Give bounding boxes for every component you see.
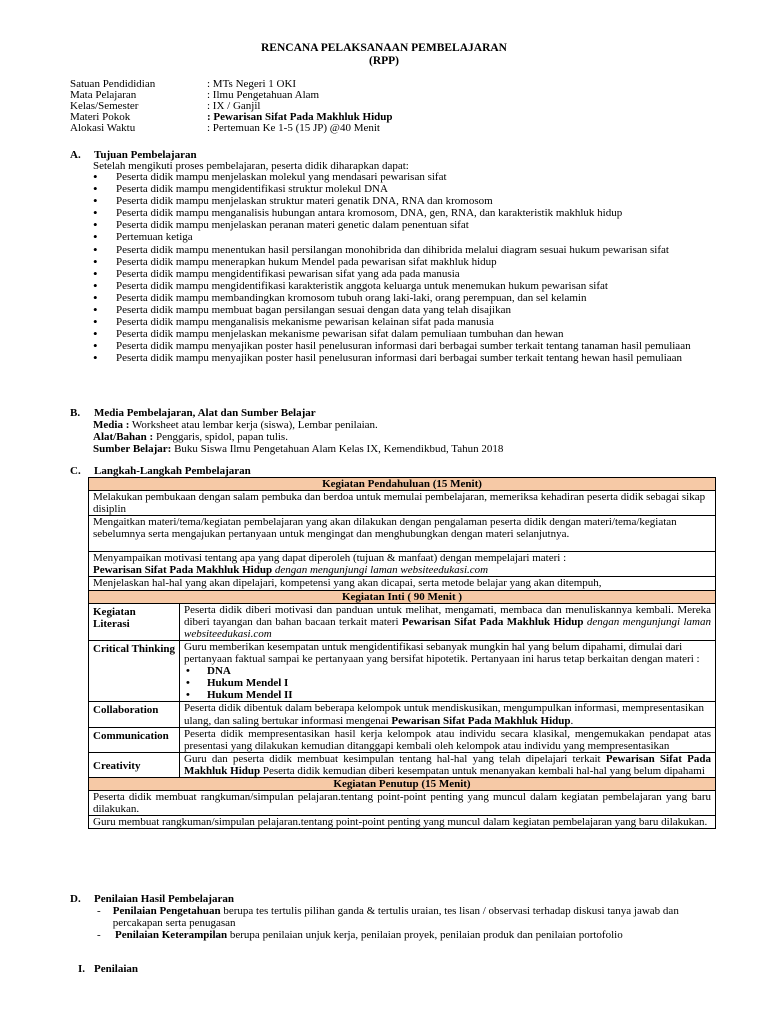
critical-text: Guru memberikan kesempatan untuk mengidentifikasi sebanyak mungkin hal yang belum dipahami, dimulai dari pertanyaan faktual sampai ke pertanyaan yang bersifat hipotetik. Pertanyaan ini harus tetap berkaitan dengan materi : <box>184 640 700 666</box>
list-item: • Peserta didik mampu menjelaskan peranan materi genetic dalam penentuan sifat <box>93 219 713 231</box>
identity-row <box>70 100 393 111</box>
communication-content: Peserta didik mempresentasikan hasil kerja kelompok atau individu secara klasikal, mengemukakan pendapat atas presentasi yang dilakukan kemudian ditanggapi kembali oleh kelompok atau individu yang mempresentasikan <box>180 727 716 752</box>
pendahuluan-header: Kegiatan Pendahuluan (15 Menit) <box>89 478 716 491</box>
list-item: • Hukum Mendel I <box>184 677 711 689</box>
collaboration-label: Collaboration <box>89 702 180 727</box>
tools-value: Penggaris, spidol, papan tulis. <box>153 431 288 443</box>
media-row <box>93 419 713 431</box>
assessment-desc: berupa tes tertulis pilihan ganda & tertulis uraian, tes lisan / observasi terhadap diskusi tanya jawab dan percakapan serta penugasan <box>112 905 679 930</box>
literasi-label: Kegiatan Literasi <box>89 603 180 640</box>
section-number: B. <box>70 407 81 419</box>
assessment-title: Penilaian Pengetahuan <box>112 905 221 917</box>
list-item: • Peserta didik mampu menerapkan hukum Mendel pada pewarisan sifat makhluk hidup <box>93 256 713 268</box>
pendahuluan-row: Mengaitkan materi/tema/kegiatan pembelajaran yang akan dilakukan dengan pengalaman peserta didik dengan materi/tema/kegiatan sebelumnya serta mengajukan pertanyaan untuk mengingat dan menghubungkan dengan materi selanjutnya. <box>89 516 716 552</box>
dash-marker: - <box>97 929 101 942</box>
list-item: • DNA <box>184 665 711 677</box>
section-title: Penilaian <box>94 963 139 975</box>
pendahuluan-row: Menjelaskan hal-hal yang akan dipelajari, kompetensi yang akan dicapai, serta metode belajar yang akan ditempuh, <box>89 577 716 590</box>
media-label: Media : <box>93 419 130 431</box>
critical-label: Critical Thinking <box>89 640 180 701</box>
creativity-topic: Pewarisan Sifat Pada Makhluk Hidup <box>184 752 711 777</box>
source-value: Buku Siswa Ilmu Pengetahuan Alam Kelas IX, Kemendikbud, Tahun 2018 <box>171 443 504 455</box>
identity-row <box>70 122 393 133</box>
source-row <box>93 443 713 455</box>
list-item: • Peserta didik mampu mengidentifikasi struktur molekul DNA <box>93 183 713 195</box>
list-item <box>97 905 717 929</box>
list-item: • Peserta didik mampu mengidentifikasi pewarisan sifat yang ada pada manusia <box>93 268 713 280</box>
assessment-text <box>115 929 623 941</box>
list-item: • Peserta didik mampu membandingkan kromosom tubuh orang laki-laki, orang perempuan, dan sel kelamin <box>93 292 713 304</box>
list-item: • Peserta didik mampu menjelaskan struktur materi genatik DNA, RNA dan kromosom <box>93 195 713 207</box>
assessment-list <box>97 905 717 941</box>
collaboration-text: Peserta didik dibentuk dalam beberapa kelompok untuk mendiskusikan, mengumpulkan informasi, mempresentasikan ulang, dan saling bertukar informasi mengenai <box>184 702 704 727</box>
section-b-heading <box>70 407 316 419</box>
section-number: I. <box>78 963 86 975</box>
penutup-header: Kegiatan Penutup (15 Menit) <box>89 777 716 790</box>
identity-block <box>70 78 393 133</box>
identity-label: Materi Pokok <box>70 111 131 123</box>
list-item: • Pertemuan ketiga <box>93 231 713 243</box>
pendahuluan-row <box>89 552 716 577</box>
learning-goals-list <box>93 171 713 365</box>
identity-row <box>70 89 393 100</box>
section-number: D. <box>70 893 81 905</box>
section-a-intro: Setelah mengikuti proses pembelajaran, peserta didik diharapkan dapat: <box>93 160 409 172</box>
critical-content <box>180 640 716 701</box>
motivasi-text: Menyampaikan motivasi tentang apa yang dapat diperoleh (tujuan & manfaat) dengan mempelajari materi : <box>93 552 567 565</box>
collaboration-topic: Pewarisan Sifat Pada Makhluk Hidup <box>391 714 571 727</box>
dash-marker: - <box>97 905 101 917</box>
identity-value: : IX / Ganjil <box>207 100 261 112</box>
list-item: • Peserta didik mampu menentukan hasil persilangan monohibrida dan dihibrida melalui diagram sesuai hukum pewarisan sifat <box>93 244 713 256</box>
literasi-topic: Pewarisan Sifat Pada Makhluk Hidup <box>401 615 584 628</box>
tools-label: Alat/Bahan : <box>93 431 154 443</box>
creativity-label: Creativity <box>89 752 180 777</box>
identity-label: Kelas/Semester <box>70 100 139 112</box>
list-item: • Peserta didik mampu menganalisis hubungan antara kromosom, DNA, gen, RNA, dan karakteristik makhluk hidup <box>93 207 713 219</box>
collaboration-tail: . <box>570 714 574 727</box>
identity-label: Satuan Pendididian <box>70 78 156 90</box>
list-item: • Peserta didik mampu menjelaskan molekul yang mendasari pewarisan sifat <box>93 171 713 183</box>
media-block <box>93 419 713 455</box>
identity-label: Alokasi Waktu <box>70 122 136 134</box>
learning-steps-table <box>88 477 716 829</box>
section-title: Penilaian Hasil Pembelajaran <box>94 893 234 905</box>
penutup-row: Guru membuat rangkuman/simpulan pelajaran.tentang point-point penting yang muncul dalam kegiatan pembelajaran yang baru dilakukan. <box>89 816 716 829</box>
identity-value: : Pewarisan Sifat Pada Makhluk Hidup <box>207 111 393 123</box>
motivasi-topic: Pewarisan Sifat Pada Makhluk Hidup <box>93 564 273 577</box>
literasi-link: dengan mengunjungi laman websiteedukasi.com <box>184 615 711 640</box>
communication-label: Communication <box>89 727 180 752</box>
creativity-tail: Peserta didik kemudian diberi kesempatan untuk menanyakan kembali hal-hal yang belum dipahami <box>260 764 705 777</box>
identity-value: : Pertemuan Ke 1-5 (15 JP) @40 Menit <box>207 122 380 134</box>
section-i-heading <box>78 963 138 975</box>
list-item <box>97 929 717 941</box>
section-c-heading <box>70 465 251 477</box>
identity-label: Mata Pelajaran <box>70 89 137 101</box>
tools-row <box>93 431 713 443</box>
identity-row <box>70 111 393 122</box>
identity-value: : MTs Negeri 1 OKI <box>207 78 297 90</box>
assessment-title: Penilaian Keterampilan <box>115 929 228 942</box>
section-title: Langkah-Langkah Pembelajaran <box>94 465 251 477</box>
media-value: Worksheet atau lembar kerja (siswa), Lembar penilaian. <box>129 419 378 431</box>
section-number: C. <box>70 465 81 477</box>
creativity-text: Guru dan peserta didik membuat kesimpulan tentang hal-hal yang telah dipelajari terkait <box>184 752 606 765</box>
motivasi-link: dengan mengunjungi laman websiteedukasi.com <box>272 564 489 577</box>
document-subtitle: (RPP) <box>368 55 399 67</box>
penutup-row: Peserta didik membuat rangkuman/simpulan pelajaran.tentang point-point penting yang muncul dalam kegiatan pembelajaran yang baru dilakukan. <box>89 791 716 816</box>
collaboration-content <box>180 702 716 727</box>
list-item: • Peserta didik mampu mengidentifikasi karakteristik anggota keluarga untuk menemukan hukum pewarisan sifat <box>93 280 713 292</box>
source-label: Sumber Belajar: <box>93 443 172 455</box>
list-item: • Peserta didik mampu menyajikan poster hasil penelusuran informasi dari berbagai sumber terkait tentang tanaman hasil pemuliaan <box>93 340 713 352</box>
assessment-text <box>113 905 717 929</box>
list-item: • Peserta didik mampu membuat bagan persilangan sesuai dengan data yang telah disajikan <box>93 304 713 316</box>
section-number: A. <box>70 149 81 161</box>
list-item: • Peserta didik mampu menganalisis mekanisme pewarisan kelainan sifat pada manusia <box>93 316 713 328</box>
section-title: Tujuan Pembelajaran <box>94 149 197 161</box>
list-item: • Hukum Mendel II <box>184 689 711 701</box>
document-title: RENCANA PELAKSANAAN PEMBELAJARAN <box>261 42 507 54</box>
literasi-text: Peserta didik diberi motivasi dan panduan untuk melihat, mengamati, membaca dan menuliskannya kembali. Mereka diberi tayangan dan bahan bacaan terkait materi <box>184 603 711 628</box>
assessment-desc: berupa penilaian unjuk kerja, penilaian proyek, penilaian produk dan penilaian portofolio <box>227 929 623 942</box>
identity-row <box>70 78 393 89</box>
section-d-heading <box>70 893 234 905</box>
critical-topic-list <box>184 665 711 701</box>
pendahuluan-row: Melakukan pembukaan dengan salam pembuka dan berdoa untuk memulai pembelajaran, memeriksa kehadiran peserta didik sebagai sikap disiplin <box>89 491 716 516</box>
section-title: Media Pembelajaran, Alat dan Sumber Belajar <box>94 407 316 419</box>
list-item: • Peserta didik mampu menjelaskan mekanisme pewarisan sifat dalam pemuliaan tumbuhan dan hewan <box>93 328 713 340</box>
creativity-content <box>180 752 716 777</box>
literasi-content <box>180 603 716 640</box>
identity-value: : Ilmu Pengetahuan Alam <box>207 89 320 101</box>
list-item: • Peserta didik mampu menyajikan poster hasil penelusuran informasi dari berbagai sumber terkait tentang hewan hasil pemuliaan <box>93 352 713 364</box>
inti-header: Kegiatan Inti ( 90 Menit ) <box>89 590 716 603</box>
